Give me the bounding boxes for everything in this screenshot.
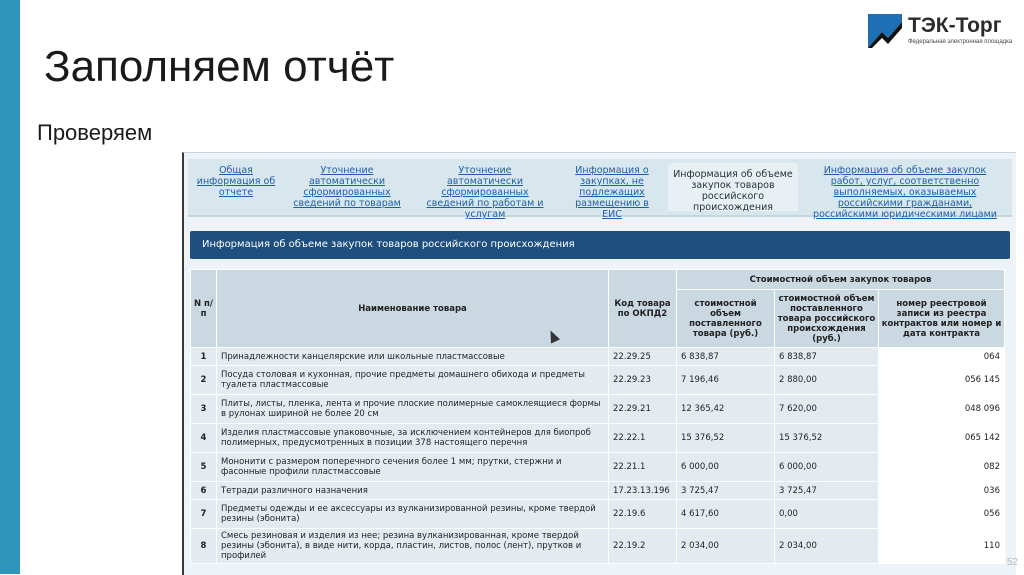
table-row — [191, 395, 1005, 424]
tab-russian-goods[interactable]: Информация об объеме закупок товаров российского происхождения — [668, 163, 798, 211]
row-registry — [879, 366, 1005, 395]
row-russian: 3 725,47 — [775, 482, 879, 500]
purchases-table — [190, 269, 1005, 564]
table-row — [191, 482, 1005, 500]
row-cost: 6 000,00 — [677, 453, 775, 482]
row-cost: 3 725,47 — [677, 482, 775, 500]
header-cost-delivered: стоимостной объем поставленного товара (руб.) — [677, 290, 775, 348]
row-registry — [879, 395, 1005, 424]
row-name: Смесь резиновая и изделия из нее; резина вулканизированная, кроме твердой резины (эбонита), в виде нити, корда, пластин, листов, полос (лент), прутков и профилей — [217, 529, 609, 564]
row-name: Посуда столовая и кухонная, прочие предметы домашнего обихода и предметы туалета пластмассовые — [217, 366, 609, 395]
row-cost: 4 617,60 — [677, 500, 775, 529]
logo — [868, 14, 1018, 50]
row-russian: 0,00 — [775, 500, 879, 529]
table-row — [191, 424, 1005, 453]
header-name: Наименование товара — [217, 270, 609, 348]
row-registry — [879, 453, 1005, 482]
row-registry-value: 065 142 — [964, 433, 1000, 443]
row-name: Плиты, листы, пленка, лента и прочие плоские полимерные самоклеящиеся формы в рулонах шириной не более 20 см — [217, 395, 609, 424]
tab-goods-details[interactable]: Уточнение автоматически сформированных сведений по товарам — [293, 165, 401, 209]
row-russian: 7 620,00 — [775, 395, 879, 424]
row-code: 22.29.25 — [609, 348, 677, 366]
row-num: 7 — [191, 500, 217, 529]
header-registry: номер реестровой записи из реестра контрактов или номер и дата контракта — [879, 290, 1005, 348]
logo-tagline: Федеральная электронная площадка — [908, 39, 1013, 45]
row-registry-value: 056 145 — [964, 375, 1000, 385]
tab-russian-works[interactable]: Информация об объеме закупок работ, услуг, соответственно выполняемых, оказываемых российскими гражданами, российскими юридическими лицами — [813, 165, 997, 220]
row-cost: 6 838,87 — [677, 348, 775, 366]
tab-bar — [188, 159, 1012, 220]
row-num: 4 — [191, 424, 217, 453]
row-russian: 6 000,00 — [775, 453, 879, 482]
row-registry — [879, 348, 1005, 366]
page-number: 52 — [1006, 557, 1018, 568]
row-cost: 2 034,00 — [677, 529, 775, 564]
row-registry — [879, 424, 1005, 453]
table-row — [191, 500, 1005, 529]
logo-name: ТЭК-Торг — [908, 14, 1002, 37]
row-registry-value: 036 — [983, 485, 1000, 496]
table-row — [191, 366, 1005, 395]
row-cost: 12 365,42 — [677, 395, 775, 424]
panel-header — [190, 231, 1010, 259]
row-name: Изделия пластмассовые упаковочные, за исключением контейнеров для биопроб полимерных, предусмотренных в позиции 378 настоящего перечня — [217, 424, 609, 453]
row-code: 17.23.13.196 — [609, 482, 677, 500]
row-russian: 2 034,00 — [775, 529, 879, 564]
logo-mark-icon — [868, 14, 902, 48]
row-code: 22.19.2 — [609, 529, 677, 564]
row-cost: 7 196,46 — [677, 366, 775, 395]
row-registry — [879, 529, 1005, 564]
row-code: 22.21.1 — [609, 453, 677, 482]
header-code: Код товара по ОКПД2 — [609, 270, 677, 348]
row-num: 2 — [191, 366, 217, 395]
table-row — [191, 453, 1005, 482]
row-russian: 2 880,00 — [775, 366, 879, 395]
row-registry-value: 082 — [983, 462, 1000, 472]
row-registry-value: 110 — [983, 541, 1000, 551]
row-num: 8 — [191, 529, 217, 564]
header-cost-russian: стоимостной объем поставленного товара российского происхождения (руб.) — [775, 290, 879, 348]
row-registry-value: 064 — [983, 351, 1000, 362]
row-registry-value: 048 096 — [964, 404, 1000, 414]
table-row — [191, 348, 1005, 366]
accent-bar — [0, 0, 20, 574]
row-registry — [879, 482, 1005, 500]
row-name: Принадлежности канцелярские или школьные пластмассовые — [217, 348, 609, 366]
table-row — [191, 529, 1005, 564]
row-russian: 6 838,87 — [775, 348, 879, 366]
tab-non-eis-purchases[interactable]: Информация о закупках, не подлежащих размещению в ЕИС — [575, 165, 649, 220]
tab-works-details[interactable]: Уточнение автоматически сформированных сведений по работам и услугам — [426, 165, 544, 220]
row-code: 22.19.6 — [609, 500, 677, 529]
row-registry — [879, 500, 1005, 529]
row-num: 6 — [191, 482, 217, 500]
tab-general-info[interactable]: Общая информация об отчете — [196, 165, 276, 198]
row-code: 22.29.23 — [609, 366, 677, 395]
slide-subtitle: Проверяем — [37, 120, 153, 145]
header-cost-group: Стоимостной объем закупок товаров — [677, 270, 1005, 290]
row-code: 22.29.21 — [609, 395, 677, 424]
screenshot-panel — [182, 152, 1016, 575]
row-name: Предметы одежды и ее аксессуары из вулканизированной резины, кроме твердой резины (эбонита) — [217, 500, 609, 529]
row-num: 5 — [191, 453, 217, 482]
row-num: 1 — [191, 348, 217, 366]
row-registry-value: 056 — [983, 509, 1000, 519]
row-russian: 15 376,52 — [775, 424, 879, 453]
row-name: Тетради различного назначения — [217, 482, 609, 500]
panel-title: Информация об объеме закупок товаров российского происхождения — [202, 239, 575, 250]
row-num: 3 — [191, 395, 217, 424]
row-cost: 15 376,52 — [677, 424, 775, 453]
row-name: Мононити с размером поперечного сечения более 1 мм; прутки, стержни и фасонные профили пластмассовые — [217, 453, 609, 482]
header-num: N п/п — [191, 270, 217, 348]
slide-title: Заполняем отчёт — [44, 42, 395, 91]
row-code: 22.22.1 — [609, 424, 677, 453]
